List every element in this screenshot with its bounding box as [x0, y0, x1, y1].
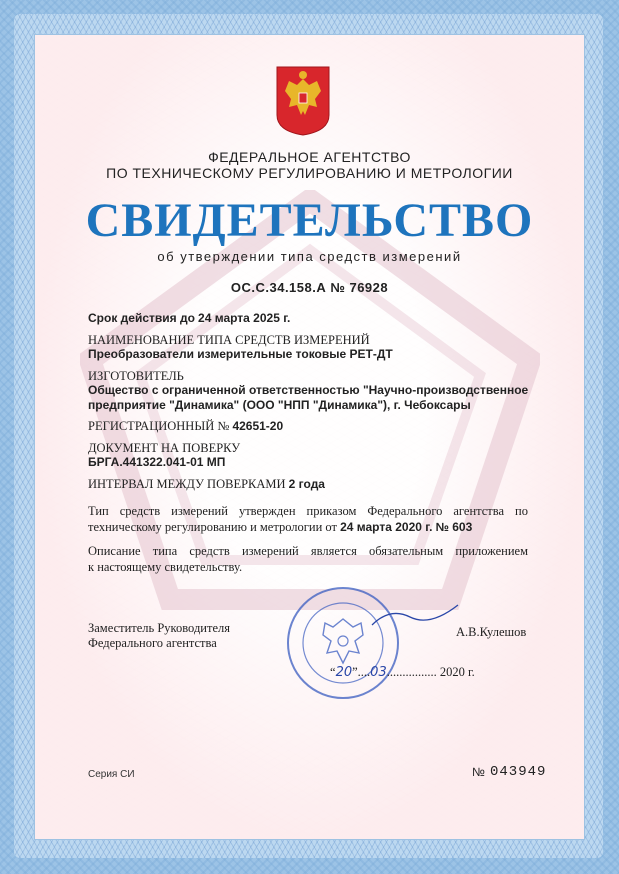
validity-row — [88, 311, 290, 326]
manufacturer-value-line2: предприятие "Динамика" (ООО "НПП "Динамика"), г. Чебоксары — [88, 398, 471, 412]
verification-doc-label: ДОКУМЕНТ НА ПОВЕРКУ — [88, 441, 241, 455]
blank-number-label: № — [472, 765, 485, 779]
issue-year: 2020 г. — [439, 665, 475, 679]
approval-line1: Тип средств измерений утвержден приказом Федерального агентства по — [88, 504, 528, 518]
approval-line2 — [88, 519, 528, 535]
registration-row — [88, 419, 283, 434]
document-title: СВИДЕТЕЛЬСТВО — [85, 194, 534, 247]
approval-paragraph — [88, 503, 528, 535]
manufacturer-label: ИЗГОТОВИТЕЛЬ — [88, 369, 184, 383]
coat-of-arms-icon — [275, 65, 331, 137]
approval-line2-prefix: техническому регулированию и метрологии от — [88, 520, 337, 534]
signatory-title-line2: Федерального агентства — [88, 636, 217, 650]
type-name-value: Преобразователи измерительные токовые РЕТ-ДТ — [88, 347, 393, 361]
description-paragraph — [88, 543, 528, 575]
manufacturer-value-line1: Общество с ограниченной ответственностью "Научно-производственное — [88, 383, 529, 397]
issue-date-line: “20”....03................ 2020 г. — [330, 665, 475, 680]
type-name-label: НАИМЕНОВАНИЕ ТИПА СРЕДСТВ ИЗМЕРЕНИЙ — [88, 333, 370, 347]
agency-name-line1: ФЕДЕРАЛЬНОЕ АГЕНТСТВО — [208, 149, 411, 165]
verification-doc-value: БРГА.441322.041-01 МП — [88, 455, 226, 469]
interval-value: 2 года — [288, 477, 325, 491]
agency-name-line2: ПО ТЕХНИЧЕСКОМУ РЕГУЛИРОВАНИЮ И МЕТРОЛОГИИ — [106, 165, 513, 181]
approval-date: 24 марта 2020 г. — [340, 520, 433, 534]
approval-order-number: № 603 — [435, 520, 473, 534]
signatory-title-line1: Заместитель Руководителя — [88, 621, 230, 635]
series-label: Серия СИ — [88, 769, 135, 780]
description-line2: к настоящему свидетельству. — [88, 560, 243, 574]
certificate-number: ОС.С.34.158.А № 76928 — [230, 280, 389, 295]
signature-icon — [370, 603, 460, 628]
validity-label: Срок действия до — [88, 311, 195, 325]
interval-label: ИНТЕРВАЛ МЕЖДУ ПОВЕРКАМИ — [88, 477, 286, 491]
registration-label: РЕГИСТРАЦИОННЫЙ № — [88, 419, 230, 433]
interval-row — [88, 477, 325, 492]
issue-month: 03 — [370, 665, 387, 680]
document-subtitle: об утверждении типа средств измерений — [157, 249, 462, 264]
issue-day: 20 — [335, 665, 353, 680]
registration-value: 42651-20 — [232, 419, 284, 433]
blank-number: 043949 — [490, 764, 547, 780]
description-line1: Описание типа средств измерений является обязательным приложением — [88, 544, 528, 558]
signatory-name: А.В.Кулешов — [456, 625, 527, 639]
validity-value: 24 марта 2025 г. — [198, 311, 291, 325]
